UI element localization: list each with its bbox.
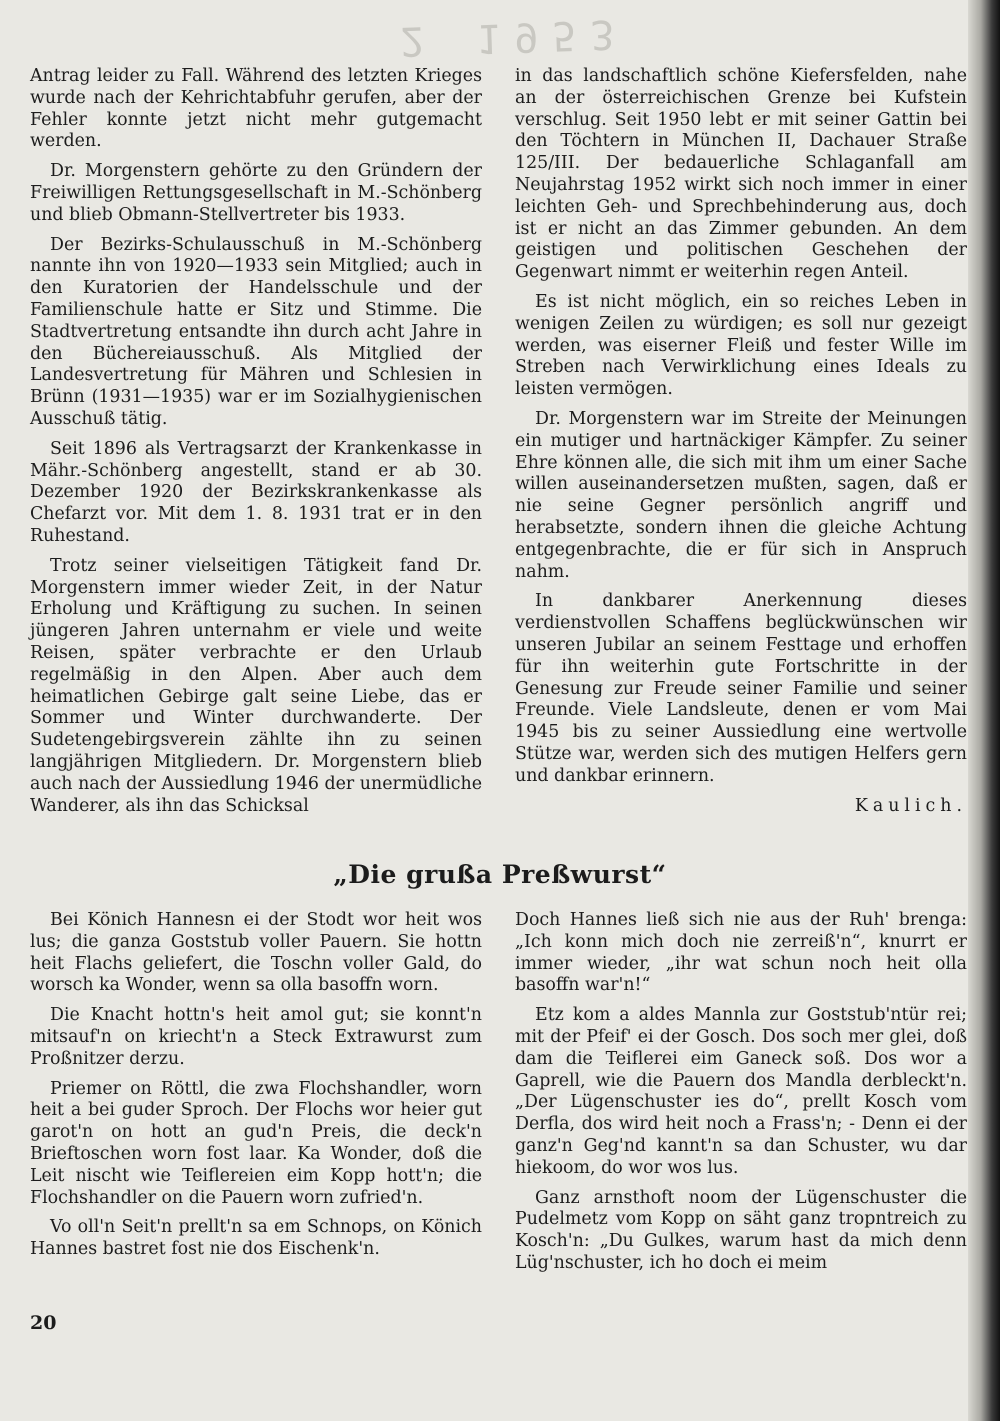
paragraph: in das landschaftlich schöne Kiefersfelden, nahe an der österreichischen Grenze bei Kufstein verschlug. Seit 1950 lebt er mit seiner Gattin bei den Töchtern in München II, Dachauer Straße 125/III. Der bedauerliche Schlaganfall am Neujahrstag 1952 wirkt sich noch immer in einer leichten Geh- und Sprechbehinderung aus, doch ist er nicht an das Zimmer gebunden. An dem geistigen und politischen Geschehen der Gegenwart nimmt er weiterhin regen Anteil. xyxy=(515,66,967,283)
page-edge-shadow xyxy=(968,0,1000,1421)
paragraph: Ganz arnsthoft noom der Lügenschuster die Pudelmetz vom Kopp on säht ganz tropntreich zu Kosch'n: „Du Gulkes, warum hast da mich denn Lüg'nschuster, ich ho doch ei meim xyxy=(515,1187,967,1273)
paragraph: Vo oll'n Seit'n prellt'n sa em Schnops, on Könich Hannes bastret fost nie dos Eischenk'n. xyxy=(30,1217,482,1260)
article1-right-column xyxy=(515,66,967,825)
article1-left-column xyxy=(30,66,482,825)
paragraph: Trotz seiner vielseitigen Tätigkeit fand Dr. Morgenstern immer wieder Zeit, in der Natur Erholung und Kräftigung zu suchen. In seinen jüngeren Jahren unternahm er viele und weite Reisen, später verbrachte er den Urlaub regelmäßig in den Alpen. Aber auch dem heimatlichen Gebirge galt seine Liebe, das er Sommer und Winter durchwanderte. Der Sudetengebirgsverein zählte ihn zu seinen langjährigen Mitgliedern. Dr. Morgenstern blieb auch nach der Aussiedlung 1946 der unermüdliche Wanderer, als ihn das Schicksal xyxy=(30,555,482,816)
page-number: 20 xyxy=(30,1312,57,1334)
paragraph: Dr. Morgenstern war im Streite der Meinungen ein mutiger und hartnäckiger Kämpfer. Zu seiner Ehre können alle, die sich mit ihm um einer Sache willen auseinandersetzen mußten, sagen, daß er nie seine Gegner persönlich angriff und herabsetzte, sondern ihnen die gleiche Achtung entgegenbrachte, die er für sich in Anspruch nahm. xyxy=(515,408,967,582)
article-title: „Die grußa Preßwurst“ xyxy=(333,860,667,889)
paragraph: Es ist nicht möglich, ein so reiches Leben in wenigen Zeilen zu würdigen; es soll nur gezeigt werden, was eiserner Fleiß und fester Wille im Streben nach Verwirklichung eines Ideals zu leisten vermögen. xyxy=(515,291,967,400)
paragraph: Antrag leider zu Fall. Während des letzten Krieges wurde nach der Kehrichtabfuhr gerufen, aber der Fehler konnte jetzt nicht mehr gutgemacht werden. xyxy=(30,66,482,152)
paragraph: Bei Könich Hannesn ei der Stodt wor heit wos lus; die ganza Goststub voller Pauern. Sie hottn heit Flachs geliefert, die Toschn voller Gald, do worsch ka Wonder, wenn sa olla basoffn worn. xyxy=(30,910,482,996)
paragraph: Seit 1896 als Vertragsarzt der Krankenkasse in Mähr.-Schönberg angestellt, stand er ab 30. Dezember 1920 der Bezirkskrankenkasse als Chefarzt vor. Mit dem 1. 8. 1931 trat er in den Ruhestand. xyxy=(30,438,482,546)
article2-right-column xyxy=(515,910,967,1283)
article2-left-column xyxy=(30,910,482,1269)
paragraph: Der Bezirks-Schulausschuß in M.-Schönberg nannte ihn von 1920—1933 sein Mitglied; auch in den Kuratorien der Handelsschule und der Familienschule hatte er Sitz und Stimme. Die Stadtvertretung entsandte ihn durch acht Jahre in den Büchereiausschuß. Als Mitglied der Landesvertretung für Mähren und Schlesien in Brünn (1931—1935) war er im Sozialhygienischen Ausschuß tätig. xyxy=(30,234,482,429)
paragraph: Dr. Morgenstern gehörte zu den Gründern der Freiwilligen Rettungsgesellschaft in M.-Schönberg und blieb Obmann-Stellvertreter bis 1933. xyxy=(30,161,482,225)
paragraph: Etz kom a aldes Mannla zur Goststub'ntür rei; mit der Pfeif' ei der Gosch. Dos soch mer glei, doß dam die Teiflerei eim Ganeck soß. Dos wor a Gaprell, wie die Pauern dos Mandla derbleckt'n. „Der Lügenschuster ies do“, prellt Kosch vom Derfla, dos wird heit noch a Frass'n; - Denn ei der ganz'n Geg'nd kannt'n sa dan Schuster, wu dar hiekoom, do wor wos lus. xyxy=(515,1005,967,1178)
author-signature: Kaulich. xyxy=(854,795,967,816)
paragraph: In dankbarer Anerkennung dieses verdienstvollen Schaffens beglückwünschen wir unseren Jubilar an seinem Festtage und erhoffen für ihn weiterhin gute Fortschritte in der Genesung zur Freude seiner Familie und seiner Freunde. Viele Landsleute, denen er vom Mai 1945 bis zu seiner Aussiedlung eine wertvolle Stütze war, werden sich des mutigen Helfers gern und dankbar erinnern. xyxy=(515,591,967,786)
paragraph: Doch Hannes ließ sich nie aus der Ruh' brenga: „Ich konn mich doch nie zerreiß'n“, knurrt er immer wieder, „ihr wat schun noch heit olla basoffn war'n!“ xyxy=(515,910,967,996)
paragraph: Die Knacht hottn's heit amol gut; sie konnt'n mitsauf'n on kriecht'n a Steck Extrawurst zum Proßnitzer derzu. xyxy=(30,1005,482,1069)
archive-stamp: 2 1953 xyxy=(399,10,630,64)
paragraph: Priemer on Röttl, die zwa Flochshandler, worn heit a bei guder Sproch. Der Flochs wor heier gut garot'n on hott an gud'n Preis, die deck'n Brieftoschen worn fost laar. Ka Wonder, doß die Leit nischt wie Teiflereien eim Kopp hott'n; die Flochshandler on die Pauern worn zufried'n. xyxy=(30,1078,482,1208)
